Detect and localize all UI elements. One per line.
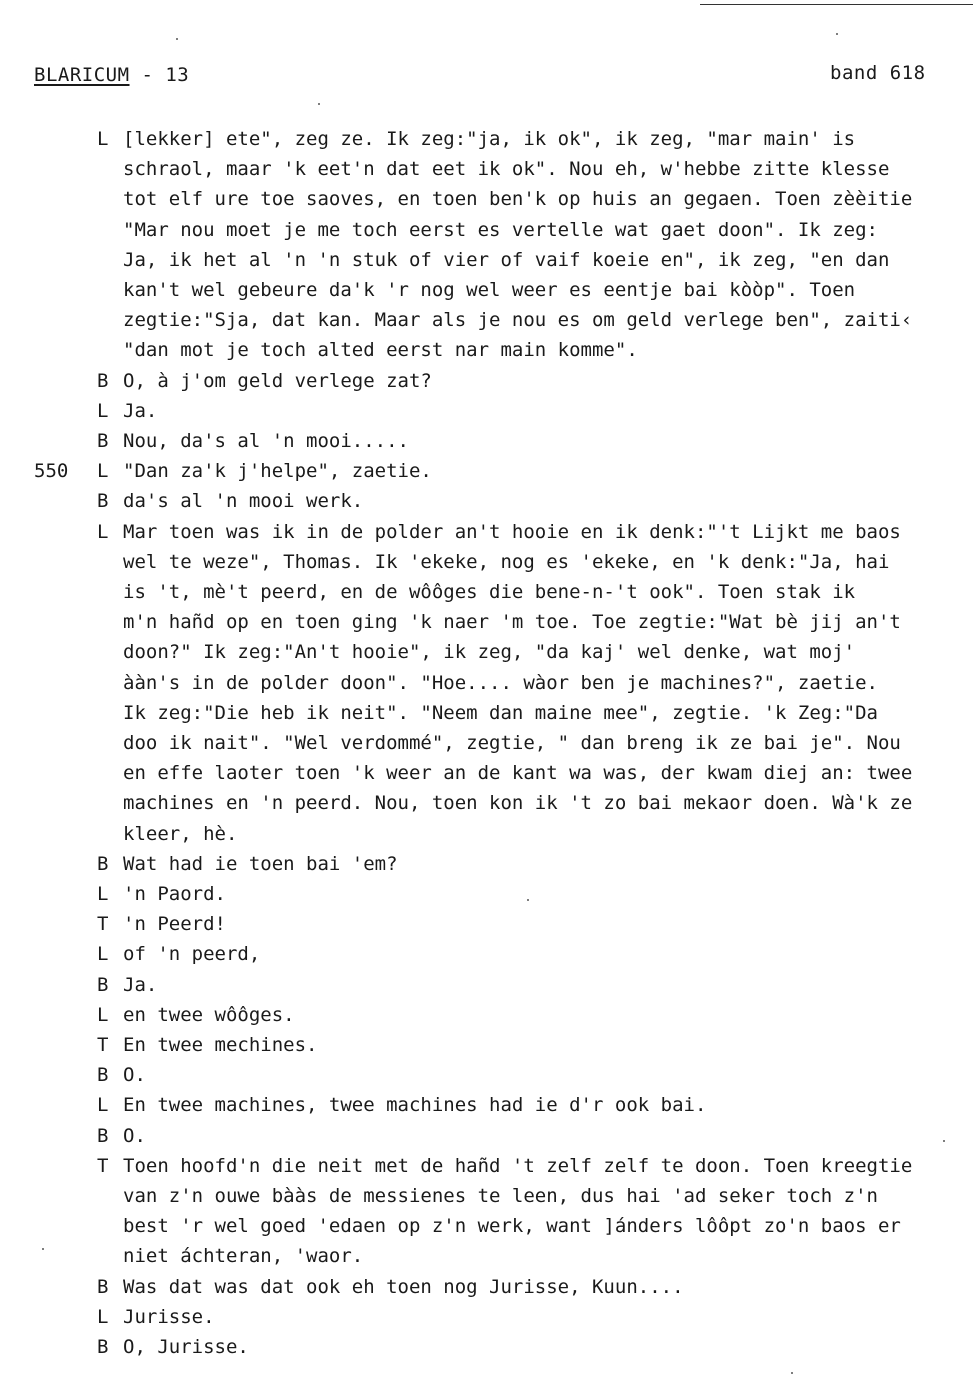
utterance-text: wel te weze", Thomas. Ik 'ekeke, nog es 'ekeke, en 'k denk:"Ja, hai <box>123 550 890 573</box>
speaker-label: L <box>97 1094 109 1117</box>
utterance-text: [lekker] ete", zeg ze. Ik zeg:"ja, ik ok", ik zeg, "mar main' is <box>123 128 856 150</box>
transcript-line <box>0 1121 973 1151</box>
transcript-line <box>0 396 973 426</box>
utterance-text: Ik zeg:"Die heb ik neit". "Neem dan maine mee", zegtie. 'k Zeg:"Da <box>123 701 878 724</box>
speaker-label: L <box>97 128 109 150</box>
transcript-line <box>0 1181 973 1211</box>
transcript-line <box>0 728 973 758</box>
transcript-line <box>0 1272 973 1302</box>
transcript-line <box>0 124 973 154</box>
transcript-line <box>0 1302 973 1332</box>
scan-speck <box>836 33 838 35</box>
page-header-left <box>34 64 189 86</box>
utterance-text: Nou, da's al 'n mooi..... <box>123 430 409 452</box>
transcript-line <box>0 1151 973 1181</box>
transcript-line <box>0 1030 973 1060</box>
speaker-label: B <box>97 1124 109 1147</box>
transcript-line <box>0 788 973 818</box>
transcript-line <box>0 486 973 516</box>
transcript-line <box>0 879 973 909</box>
transcript-line <box>0 607 973 637</box>
speaker-label: L <box>97 1305 109 1328</box>
speaker-label: L <box>97 399 109 422</box>
utterance-text: En twee machines, twee machines had ie d'r ook bai. <box>123 1094 707 1117</box>
utterance-text: da's al 'n mooi werk. <box>123 490 364 513</box>
transcript-line <box>0 275 973 305</box>
speaker-label: L <box>97 1003 109 1026</box>
utterance-text: ààn's in de polder doon". "Hoe.... wàor ben je machines?", zaetie. <box>123 671 878 694</box>
transcript-line <box>0 1241 973 1271</box>
transcript-line <box>0 970 973 1000</box>
transcript-line <box>0 909 973 939</box>
transcript-line <box>0 1000 973 1030</box>
utterance-text: O, Jurisse. <box>123 1336 249 1358</box>
speaker-label: T <box>97 913 109 936</box>
page-number: 13 <box>165 64 190 86</box>
speaker-label: L <box>97 460 109 483</box>
scan-speck <box>42 1248 44 1250</box>
utterance-text: O. <box>123 1124 146 1147</box>
transcript-line <box>0 698 973 728</box>
utterance-text: tot elf ure toe saoves, en toen ben'k op huis an gegaen. Toen zèèitie <box>123 188 913 211</box>
utterance-text: zegtie:"Sja, dat kan. Maar als je nou es om geld verlege ben", zaiti‹ <box>123 309 913 332</box>
transcript-line <box>0 184 973 214</box>
speaker-label: T <box>97 1034 109 1056</box>
utterance-text: Ja. <box>123 399 158 422</box>
transcript-line <box>0 366 973 396</box>
line-number: 550 <box>34 460 69 483</box>
utterance-text: Mar toen was ik in de polder an't hooie en ik denk:"'t Lijkt me baos <box>123 520 901 543</box>
scan-speck <box>318 103 320 105</box>
utterance-text: en twee wôôges. <box>123 1003 295 1026</box>
utterance-text: machines en 'n peerd. Nou, toen kon ik 't zo bai mekaor doen. Wà'k ze <box>123 792 913 815</box>
transcript-line <box>0 939 973 969</box>
speaker-label: B <box>97 1064 109 1087</box>
scan-speck <box>791 1372 793 1374</box>
utterance-text: kan't wel gebeure da'k 'r nog wel weer es eentje bai kòòp". Toen <box>123 279 856 301</box>
utterance-text: doon?" Ik zeg:"An't hooie", ik zeg, "da kaj' wel denke, wat moj' <box>123 641 856 664</box>
transcript-line <box>0 245 973 275</box>
utterance-text: en effe laoter toen 'k weer an de kant wa was, der kwam diej an: twee <box>123 762 913 785</box>
transcript-line <box>0 1090 973 1120</box>
transcript-line <box>0 819 973 849</box>
speaker-label: T <box>97 1154 109 1177</box>
utterance-text: Ja. <box>123 973 158 996</box>
speaker-label: B <box>97 1336 109 1358</box>
tape-label: band 618 <box>830 62 926 84</box>
utterance-text: niet áchteran, 'waor. <box>123 1245 364 1268</box>
utterance-text: "Mar nou moet je me toch eerst es vertelle wat gaet doon". Ik zeg: <box>123 218 878 241</box>
utterance-text: En twee mechines. <box>123 1034 318 1056</box>
utterance-text: 'n Peerd! <box>123 913 226 936</box>
speaker-label: B <box>97 490 109 513</box>
speaker-label: B <box>97 973 109 996</box>
utterance-text: Toen hoofd'n die neit met de hañd 't zelf zelf te doon. Toen kreegtie <box>123 1154 913 1177</box>
transcript-line <box>0 335 973 365</box>
utterance-text: m'n hañd op en toen ging 'k naer 'm toe. Toe zegtie:"Wat bè jij an't <box>123 611 901 634</box>
scan-speck <box>176 38 178 40</box>
transcript-line <box>0 517 973 547</box>
utterance-text: is 't, mè't peerd, en de wôôges die bene-n-'t ook". Toen stak ik <box>123 581 856 603</box>
transcript-line <box>0 456 973 486</box>
transcript-line <box>0 1060 973 1090</box>
transcript-line <box>0 668 973 698</box>
utterance-text: kleer, hè. <box>123 822 238 845</box>
speaker-label: L <box>97 520 109 543</box>
speaker-label: B <box>97 1275 109 1298</box>
transcript-line <box>0 758 973 788</box>
transcript-line <box>0 154 973 184</box>
speaker-label: B <box>97 369 109 392</box>
utterance-text: Wat had ie toen bai 'em? <box>123 852 398 875</box>
utterance-text: 'n Paord. <box>123 883 226 905</box>
header-separator: - <box>129 64 166 86</box>
transcript-line <box>0 577 973 607</box>
utterance-text: Jurisse. <box>123 1305 215 1328</box>
transcript-line <box>0 426 973 456</box>
scan-speck <box>943 1140 945 1142</box>
utterance-text: doo ik nait". "Wel verdommé", zegtie, " dan breng ik ze bai je". Nou <box>123 732 901 754</box>
transcript-line <box>0 849 973 879</box>
utterance-text: O, à j'om geld verlege zat? <box>123 369 432 392</box>
speaker-label: B <box>97 430 109 452</box>
speaker-label: L <box>97 943 109 966</box>
speaker-label: L <box>97 883 109 905</box>
utterance-text: schraol, maar 'k eet'n dat eet ik ok". Nou eh, w'hebbe zitte klesse <box>123 158 890 181</box>
utterance-text: "dan mot je toch alted eerst nar main komme". <box>123 339 638 362</box>
utterance-text: Was dat was dat ook eh toen nog Jurisse, Kuun.... <box>123 1275 684 1298</box>
utterance-text: best 'r wel goed 'edaen op z'n werk, want ]ánders lôôpt zo'n baos er <box>123 1215 901 1238</box>
place-name: BLARICUM <box>34 64 130 86</box>
transcript-line <box>0 1211 973 1241</box>
utterance-text: "Dan za'k j'helpe", zaetie. <box>123 460 432 483</box>
utterance-text: Ja, ik het al 'n 'n stuk of vier of vaif koeie en", ik zeg, "en dan <box>123 248 890 271</box>
top-rule <box>700 4 973 5</box>
scan-speck <box>527 899 529 901</box>
transcript-line <box>0 215 973 245</box>
utterance-text: O. <box>123 1064 146 1087</box>
speaker-label: B <box>97 852 109 875</box>
utterance-text: van z'n ouwe bààs de messienes te leen, dus hai 'ad seker toch z'n <box>123 1185 878 1207</box>
transcript-line <box>0 1332 973 1362</box>
transcript-line <box>0 305 973 335</box>
transcript-line <box>0 547 973 577</box>
utterance-text: of 'n peerd, <box>123 943 261 966</box>
transcript-line <box>0 637 973 667</box>
